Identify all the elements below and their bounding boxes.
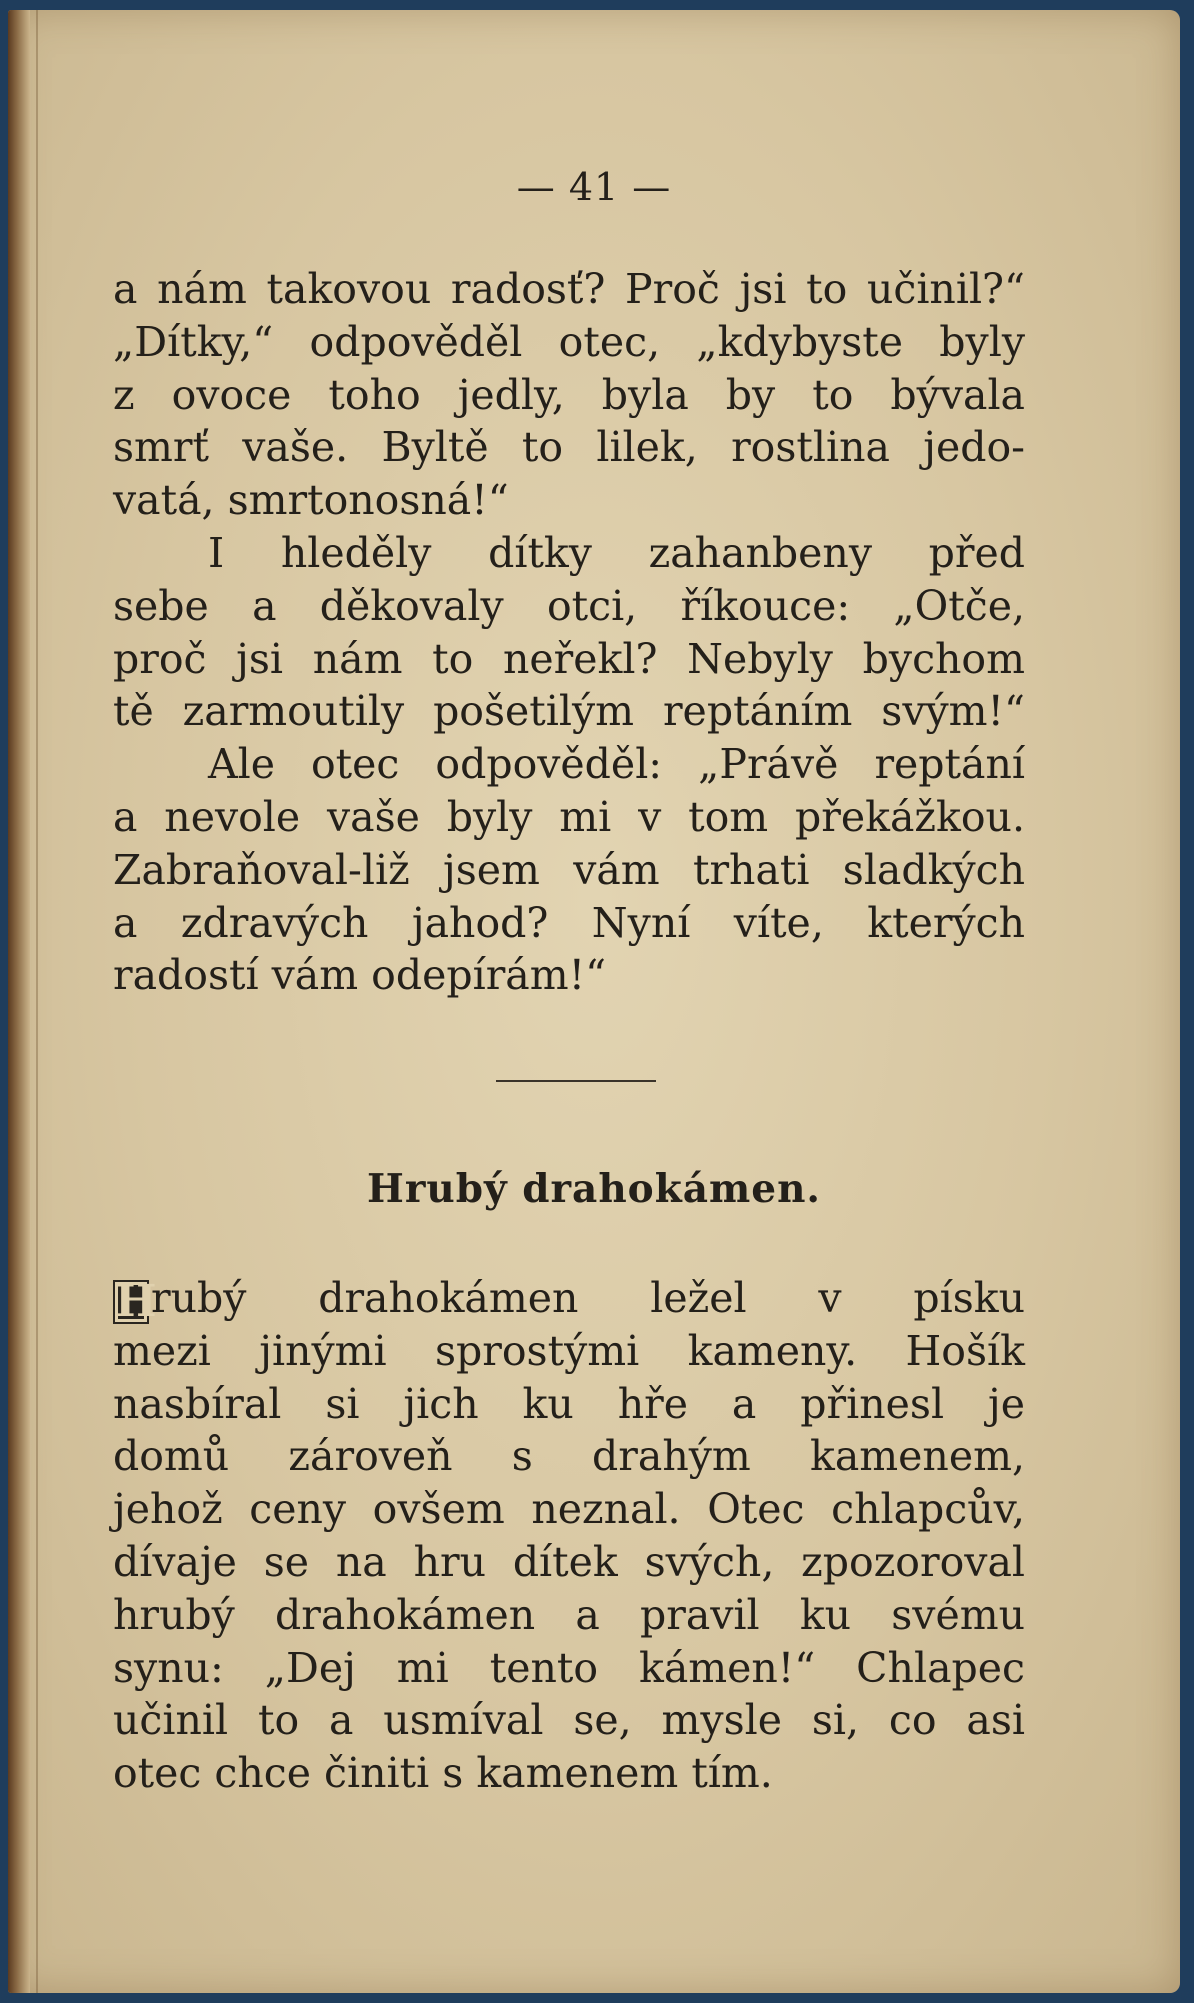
text-line: dívaje se na hru dítek svých, zpozoroval — [113, 1537, 1025, 1586]
paragraph-block-1 — [113, 263, 1025, 1002]
text-line: mezi jinými sprostými kameny. Hošík — [113, 1326, 1025, 1375]
text-line: I hleděly dítky zahanbeny před — [208, 528, 1025, 577]
text-line: Ale otec odpověděl: „Právě reptání — [208, 740, 1025, 789]
text-line: sebe a děkovaly otci, říkouce: „Otče, — [113, 581, 1025, 630]
text-line: proč jsi nám to neřekl? Nebyly bychom — [113, 634, 1025, 683]
text-line: domů zároveň s drahým kamenem, — [113, 1432, 1025, 1481]
text-line: a zdravých jahod? Nyní víte, kterých — [113, 898, 1025, 947]
drop-cap-initial: H — [115, 1275, 157, 1327]
paragraph-block-2 — [113, 1272, 1025, 1800]
first-text-line — [113, 1272, 1025, 1325]
text-line: učinil to a usmíval se, mysle si, co asi — [113, 1696, 1025, 1745]
text-line: nasbíral si jich ku hře a přinesl je — [113, 1379, 1025, 1428]
text-line: hrubý drahokámen a pravil ku svému — [113, 1590, 1025, 1639]
text-line: synu: „Dej mi tento kámen!“ Chlapec — [113, 1643, 1025, 1692]
gutter-line — [36, 10, 38, 1993]
text-line: tě zarmoutily pošetilým reptáním svým!“ — [113, 687, 1025, 736]
book-spine — [8, 10, 30, 1993]
first-line-text: rubý drahokámen ležel v písku — [151, 1274, 1025, 1322]
text-line: a nám takovou radosť? Proč jsi to učinil?“ — [113, 265, 1025, 313]
text-line: radostí vám odepírám!“ — [113, 951, 607, 1000]
text-line: Zabraňoval-liž jsem vám trhati sladkých — [113, 845, 1025, 894]
page-number: — 41 — — [516, 165, 672, 209]
section-divider — [496, 1080, 656, 1082]
text-line: z ovoce toho jedly, byla by to bývala — [113, 370, 1025, 419]
section-heading: Hrubý drahokámen. — [366, 1166, 822, 1212]
book-page — [8, 10, 1180, 1993]
text-line: vatá, smrtonosná!“ — [113, 476, 509, 525]
text-line: otec chce činiti s kamenem tím. — [113, 1749, 773, 1798]
text-line: jehož ceny ovšem neznal. Otec chlapcův, — [113, 1485, 1025, 1534]
text-line: a nevole vaše byly mi v tom překážkou. — [113, 792, 1025, 841]
text-line: „Dítky,“ odpověděl otec, „kdybyste byly — [113, 317, 1025, 366]
text-line: smrť vaše. Byltě to lilek, rostlina jedo- — [113, 423, 1025, 472]
